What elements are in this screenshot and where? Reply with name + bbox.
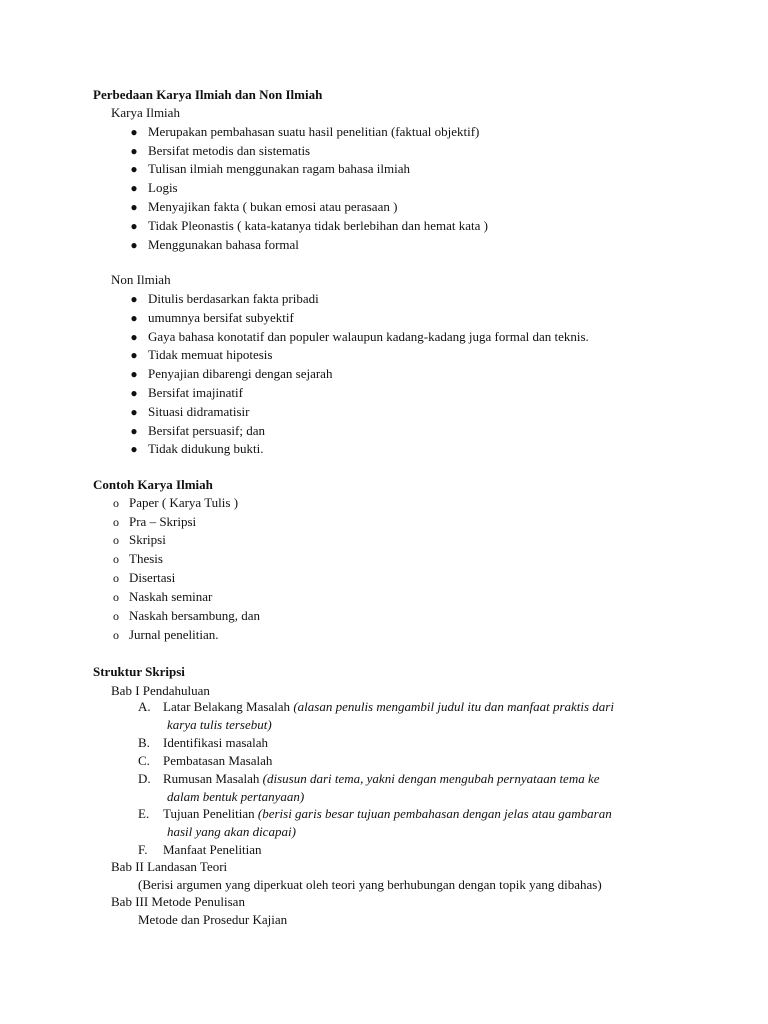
bullet-icon: ●	[130, 405, 138, 419]
subheading-non-ilmiah: Non Ilmiah	[111, 272, 171, 287]
bullet-icon: ●	[130, 181, 138, 195]
document-page: Perbedaan Karya Ilmiah dan Non Ilmiah Karya Ilmiah ● Merupakan pembahasan suatu hasil penelitian (faktual objektif) ● Bersifat metodis dan sistematis ● Tulisan ilmiah menggunakan ragam bahasa ilmiah ● Logis ● Menyajikan fakta ( bukan emosi atau perasaan ) ● Tidak Pleonastis ( kata-katanya tidak berlebihan dan hemat kata ) ● Menggunakan bahasa formal Non Ilmiah ● Ditulis berdasarkan fakta pribadi ● umumnya bersifat subyektif ● Gaya bahasa konotatif dan populer walaupun kadang-kadang juga formal dan teknis. ● Tidak memuat hipotesis ● Penyajian dibarengi dengan sejarah ● Bersifat imajinatif ● Situasi didramatisir ● Bersifat persuasif; dan ● Tidak didukung bukti. Contoh Karya Ilmiah o Paper ( Karya Tulis ) o Pra – Skripsi o Skripsi o Thesis o Disertasi o Naskah seminar o Naskah bersambung, dan o Jurnal penelitian. Struktur Skripsi Bab I Pendahuluan A. Latar Belakang Masalah (alasan penulis mengambil judul itu dan manfaat praktis dari karya tulis tersebut) B. Identifikasi masalah C. Pembatasan Masalah D. Rumusan Masalah (disusun dari tema, yakni dengan mengubah pernyataan tema ke dalam bentuk pertanyaan) E. Tujuan Penelitian (berisi garis besar tujuan pembahasan dengan jelas atau gambaran hasil yang akan dicapai) F. Manfaat Penelitian Bab II Landasan Teori (Berisi argumen yang diperkuat oleh teori yang berhubungan dengan topik yang dibahas) Bab III Metode Penulisan Metode dan Prosedur Kajian	[93, 87, 614, 927]
bullet-icon: ●	[130, 200, 138, 214]
circle-bullet-icon: o	[113, 496, 119, 510]
bullet-icon: ●	[130, 292, 138, 306]
bullet-icon: ●	[130, 348, 138, 362]
circle-bullet-icon: o	[113, 628, 119, 642]
section-title-struktur: Struktur Skripsi	[93, 664, 185, 679]
circle-bullet-icon: o	[113, 590, 119, 604]
bullet-icon: ●	[130, 386, 138, 400]
bullet-icon: ●	[130, 162, 138, 176]
circle-bullet-icon: o	[113, 533, 119, 547]
circle-bullet-icon: o	[113, 571, 119, 585]
section-title-contoh: Contoh Karya Ilmiah	[93, 477, 213, 492]
bullet-icon: ●	[130, 144, 138, 158]
bullet-icon: ●	[130, 238, 138, 252]
section-title-perbedaan: Perbedaan Karya Ilmiah dan Non Ilmiah	[93, 87, 323, 102]
bab-3-description: Metode dan Prosedur Kajian	[138, 912, 288, 927]
bullet-icon: ●	[130, 367, 138, 381]
list-item-note: hasil yang akan dicapai)	[167, 824, 296, 839]
bullet-icon: ●	[130, 219, 138, 233]
subheading-karya-ilmiah: Karya Ilmiah	[111, 105, 180, 120]
bab-2-description: (Berisi argumen yang diperkuat oleh teori yang berhubungan dengan topik yang dibahas)	[138, 877, 602, 892]
bullet-icon: ●	[130, 424, 138, 438]
bullet-icon: ●	[130, 311, 138, 325]
bullet-icon: ●	[130, 125, 138, 139]
circle-bullet-icon: o	[113, 515, 119, 529]
bab-2-heading: Bab II Landasan Teori	[111, 859, 228, 874]
bullet-icon: ●	[130, 330, 138, 344]
list-item-note: karya tulis tersebut)	[167, 717, 272, 732]
circle-bullet-icon: o	[113, 552, 119, 566]
bab-3-heading: Bab III Metode Penulisan	[111, 894, 245, 909]
list-item-note: dalam bentuk pertanyaan)	[167, 789, 305, 804]
circle-bullet-icon: o	[113, 609, 119, 623]
bab-1-heading: Bab I Pendahuluan	[111, 683, 210, 698]
bullet-icon: ●	[130, 442, 138, 456]
